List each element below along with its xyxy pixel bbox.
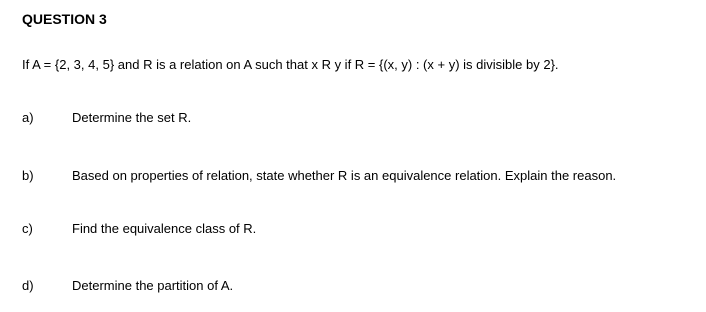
- part-c-text: Find the equivalence class of R.: [72, 221, 257, 236]
- part-b-text: Based on properties of relation, state whether R is an equivalence relation. Explain the reason.: [72, 168, 617, 183]
- question-intro: If A = {2, 3, 4, 5} and R is a relation on A such that x R y if R = {(x, y) : (x + y) is divisible by 2}.: [22, 57, 559, 72]
- part-b-label: b): [22, 168, 34, 183]
- question-title: QUESTION 3: [22, 11, 107, 27]
- part-a-label: a): [22, 110, 34, 125]
- part-a-text: Determine the set R.: [72, 110, 192, 125]
- part-d-label: d): [22, 278, 34, 293]
- part-d-text: Determine the partition of A.: [72, 278, 234, 293]
- part-c-label: c): [22, 221, 33, 236]
